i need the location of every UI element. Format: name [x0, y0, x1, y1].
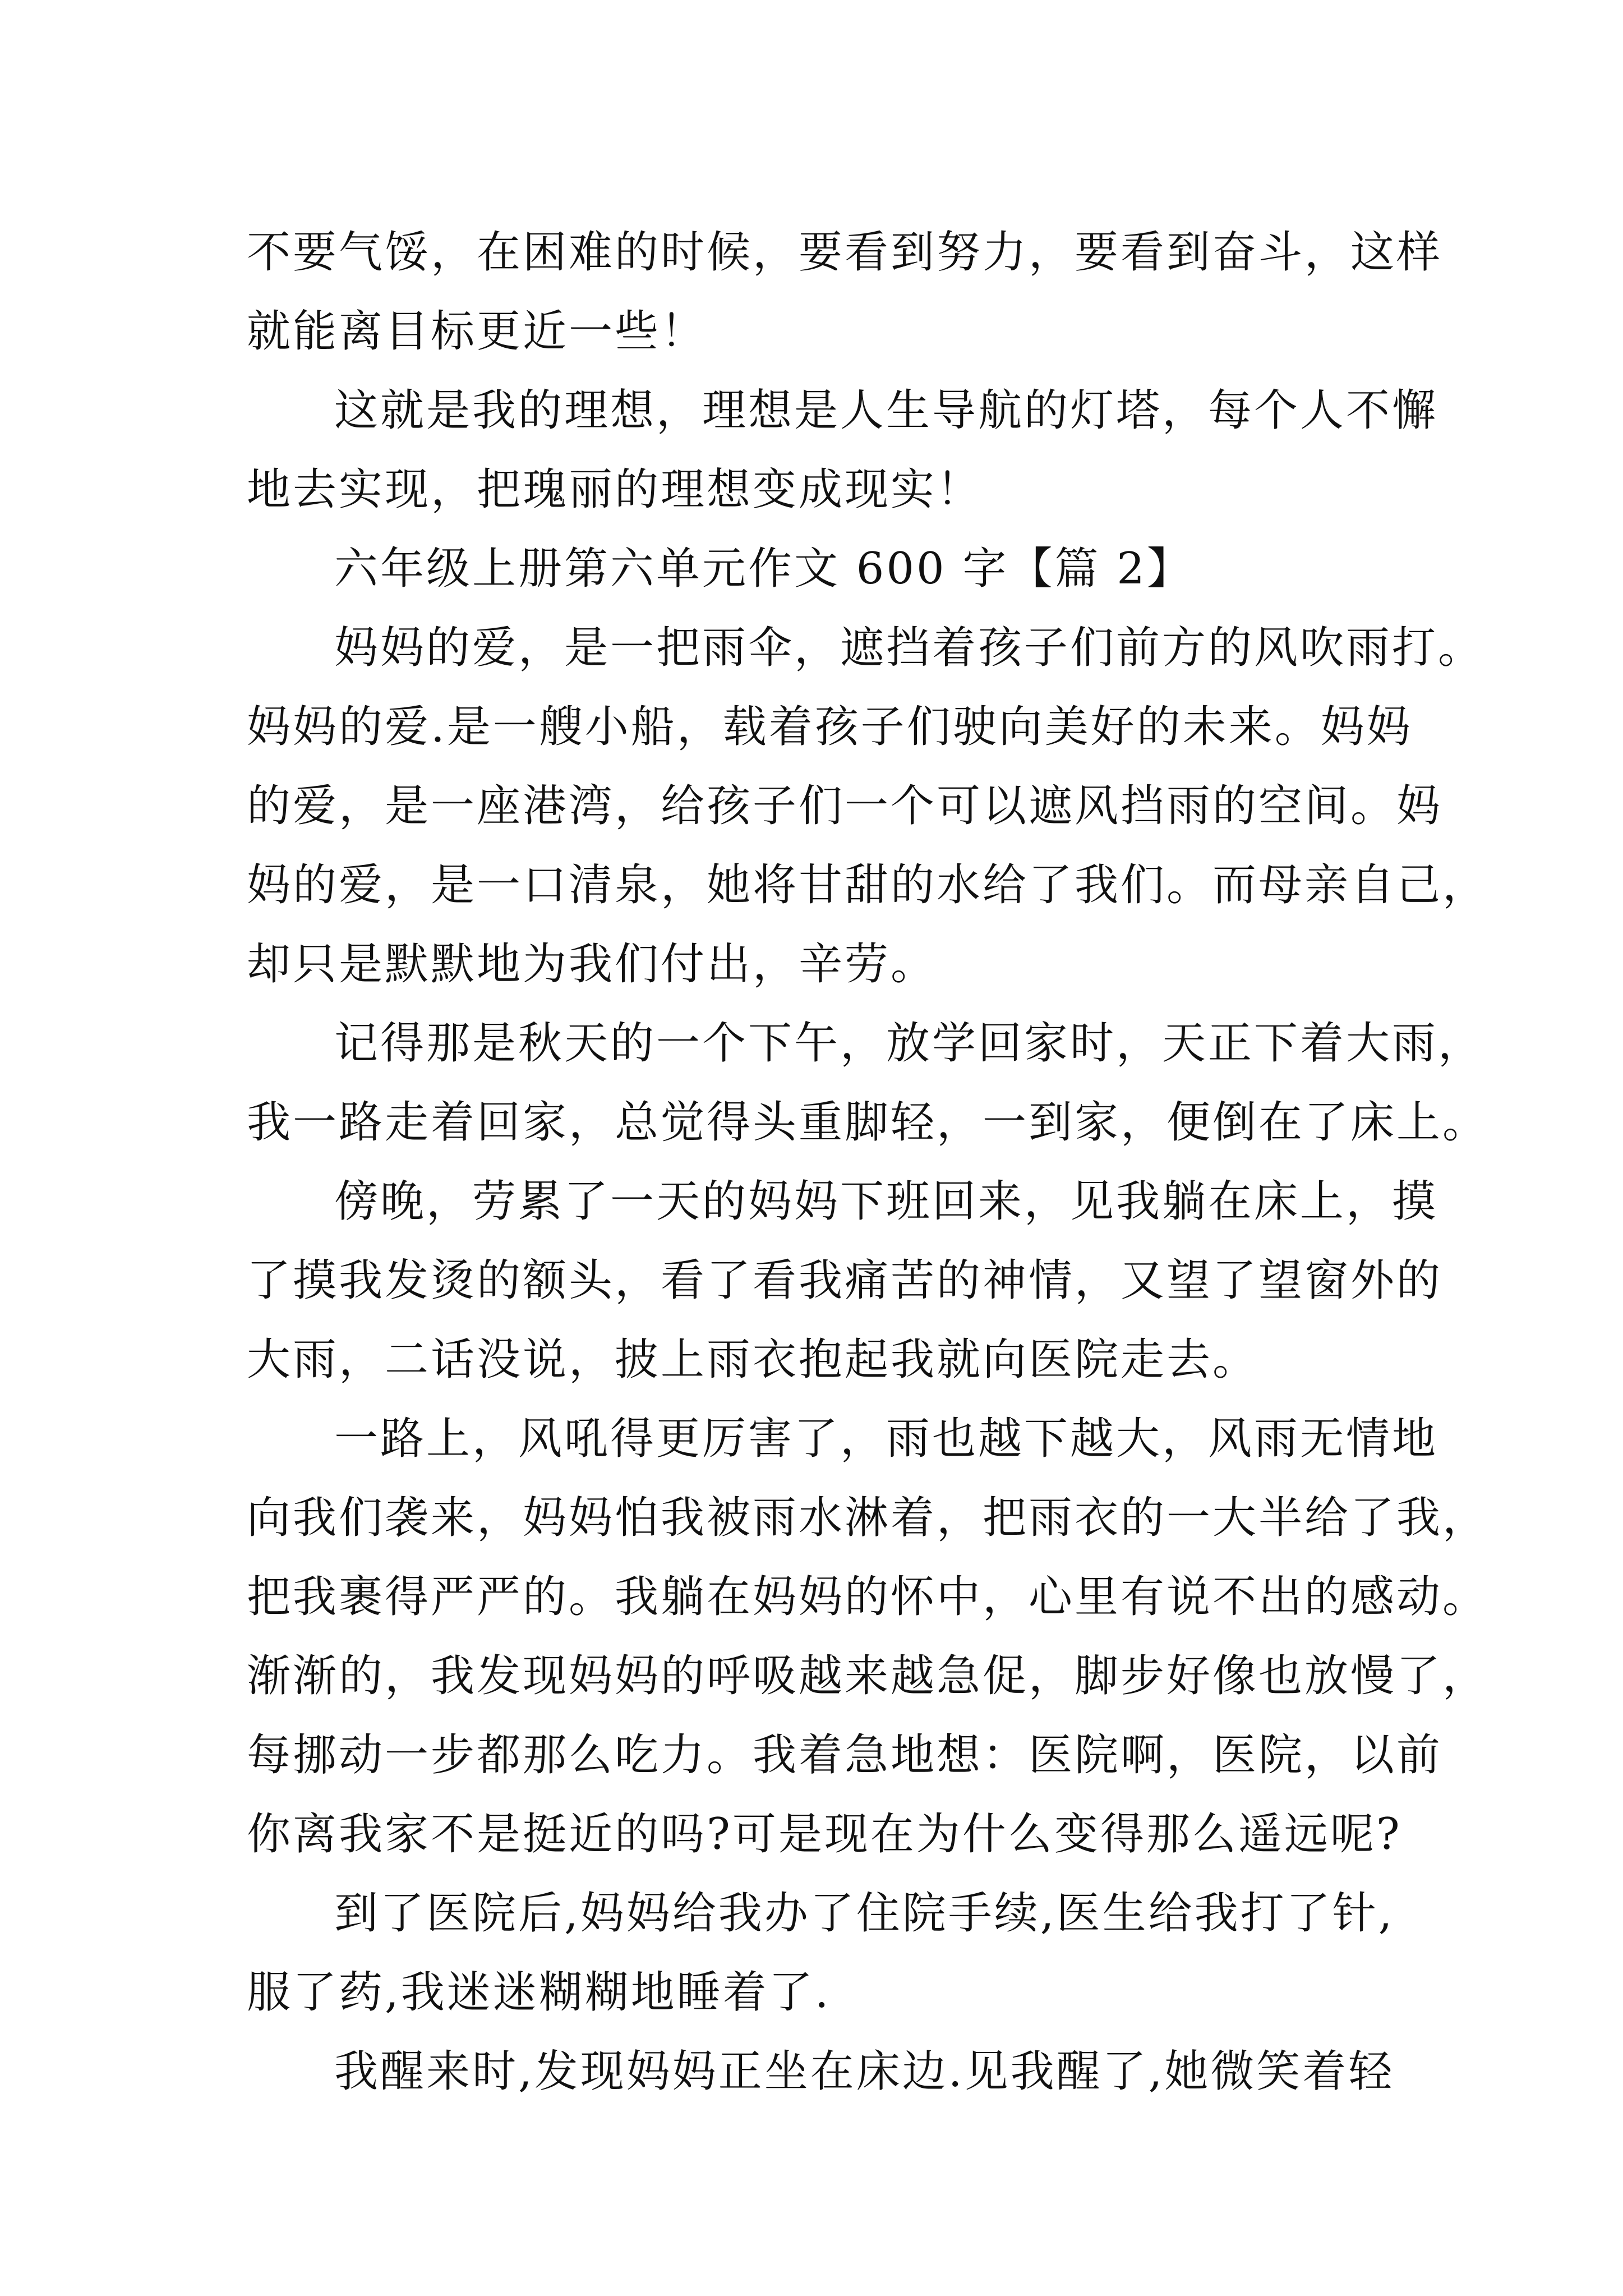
text-line: 了摸我发烫的额头，看了看我痛苦的神情，又望了望窗外的 [247, 1255, 1443, 1306]
text-line: 渐渐的，我发现妈妈的呼吸越来越急促，脚步好像也放慢了， [247, 1651, 1489, 1701]
text-line: 把我裹得严严的。我躺在妈妈的怀中，心里有说不出的感动。 [247, 1572, 1489, 1622]
text-line: 妈妈的爱.是一艘小船，载着孩子们驶向美好的未来。妈妈 [247, 702, 1413, 752]
text-line: 却只是默默地为我们付出，辛劳。 [247, 939, 937, 990]
paragraph-mother-love [247, 609, 1489, 1004]
heading-text: 六年级上册第六单元作文 600 字【篇 2】 [334, 544, 1193, 594]
paragraph-evening [247, 1162, 1443, 1400]
text-line: 地去实现，把瑰丽的理想变成现实！ [247, 464, 983, 515]
text-line: 大雨，二话没说，披上雨衣抱起我就向医院走去。 [247, 1335, 1259, 1385]
text-line: 一路上，风吼得更厉害了，雨也越下越大，风雨无情地 [334, 1414, 1438, 1464]
section-heading [247, 530, 1391, 609]
text-line: 到了医院后,妈妈给我办了住院手续,医生给我打了针, [334, 1888, 1395, 1939]
text-line: 每挪动一步都那么吃力。我着急地想：医院啊，医院，以前 [247, 1730, 1443, 1780]
text-line: 妈的爱，是一口清泉，她将甘甜的水给了我们。而母亲自己， [247, 860, 1489, 910]
paragraph-autumn [247, 1004, 1489, 1162]
text-line: 记得那是秋天的一个下午，放学回家时，天正下着大雨， [334, 1018, 1484, 1069]
document-page [247, 213, 1489, 2111]
text-line: 服了药,我迷迷糊糊地睡着了. [247, 1967, 831, 2018]
text-line: 我一路走着回家，总觉得头重脚轻，一到家，便倒在了床上。 [247, 1097, 1489, 1148]
text-line: 就能离目标更近一些！ [247, 306, 707, 357]
paragraph-wake [247, 2032, 1395, 2111]
text-line: 你离我家不是挺近的吗?可是现在为什么变得那么遥远呢? [247, 1809, 1402, 1860]
text-line: 向我们袭来，妈妈怕我被雨水淋着，把雨衣的一大半给了我， [247, 1493, 1489, 1543]
paragraph-hospital [247, 1874, 1395, 2032]
paragraph-road [247, 1400, 1489, 1874]
paragraph-ideal [247, 371, 1438, 530]
paragraph-continued [247, 213, 1443, 371]
text-line: 不要气馁，在困难的时候，要看到努力，要看到奋斗，这样 [247, 227, 1443, 278]
text-line: 我醒来时,发现妈妈正坐在床边.见我醒了,她微笑着轻 [334, 2046, 1395, 2097]
text-line: 的爱，是一座港湾，给孩子们一个可以遮风挡雨的空间。妈 [247, 781, 1443, 831]
text-line: 傍晚，劳累了一天的妈妈下班回来，见我躺在床上，摸 [334, 1176, 1438, 1227]
text-line: 这就是我的理想，理想是人生导航的灯塔，每个人不懈 [334, 385, 1438, 436]
text-line: 妈妈的爱，是一把雨伞，遮挡着孩子们前方的风吹雨打。 [334, 623, 1484, 673]
